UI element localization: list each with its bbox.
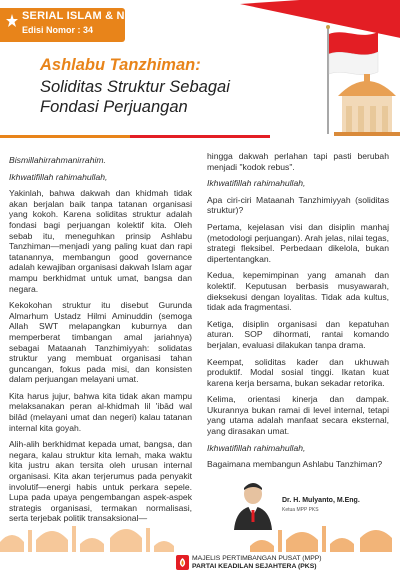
paragraph: Ikhwatifillah rahimahullah, xyxy=(207,442,306,453)
subtitle-line-1: Soliditas Struktur Sebagai xyxy=(40,78,230,96)
edition-label: Edisi Nomor : 34 xyxy=(22,25,94,35)
left-column xyxy=(9,155,192,530)
paragraph: Ikhwatifillah rahimahullah, xyxy=(9,171,108,182)
header-divider xyxy=(0,135,400,141)
paragraph: Ikhwatifillah rahimahullah, xyxy=(207,178,306,189)
author-avatar xyxy=(230,478,276,530)
star-crescent-icon xyxy=(5,12,19,34)
paragraph: Kedua, kepemimpinan yang amanah dan kolektif. Keputusan berbasis musyawarah, dieksekusi dengan loyalitas. Tidak ada kultus, tidak ada fragmentasi. xyxy=(207,270,389,313)
paragraph: Bagaimana membangun Ashlabu Tanzhiman? xyxy=(207,459,383,470)
footer-line-1: MAJELIS PERTIMBANGAN PUSAT (MPP) xyxy=(192,555,322,562)
series-label: SERIAL ISLAM & NKRI xyxy=(22,10,145,22)
header xyxy=(0,0,400,150)
footer-organization xyxy=(192,555,322,571)
footer xyxy=(0,520,400,574)
paragraph: Keempat, soliditas kader dan ukhuwah produktif. Modal sosial tinggi. Ikatan kuat karena kerja bersama, bukan sekadar retorika. xyxy=(207,356,389,388)
pks-logo-icon xyxy=(176,555,189,570)
right-column xyxy=(207,151,389,476)
author-name: Dr. H. Mulyanto, M.Eng. xyxy=(282,497,360,504)
paragraph: Kelima, orientasi kinerja dan dampak. Ukurannya bukan ramai di level internal, tetapi yang utama adalah manfaat secara eksternal, yang dirasakan umat. xyxy=(207,394,389,437)
author-role: Ketua MPP PKS xyxy=(282,507,319,513)
paragraph: Pertama, kejelasan visi dan disiplin manhaj (metodologi perjuangan). Arah jelas, nilai tegas, strategi fleksibel. Perbedaan dikelola, bukan dipertentangkan. xyxy=(207,221,389,264)
title-block xyxy=(40,56,330,117)
paragraph: Ketiga, disiplin organisasi dan kepatuhan aturan. SOP dihormati, rantai komando berjalan, evaluasi dilakukan tanpa drama. xyxy=(207,318,389,350)
paragraph: hingga dakwah perlahan tapi pasti berubah menjadi "kodok rebus". xyxy=(207,151,389,172)
footer-line-2: PARTAI KEADILAN SEJAHTERA (PKS) xyxy=(192,563,317,570)
page-title: Ashlabu Tanzhiman: xyxy=(40,56,201,74)
paragraph: Kekokohan struktur itu disebut Gurunda Almarhum Ustadz Hilmi Aminuddin (semoga Allah SWT melapangkan kuburnya dan memperberat timbangan amal jariahnya) sebagai Mataanah Tanzhimiyyah: solidatas struktur yang membuat organisasi tahan guncangan, fokus pada misi, dan konsisten dalam perjuangan melayani umat. xyxy=(9,300,192,385)
paragraph: Bismillahirrahmanirrahim. xyxy=(9,155,106,165)
subtitle-line-2: Fondasi Perjuangan xyxy=(40,98,188,116)
paragraph: Yakinlah, bahwa dakwah dan khidmah tidak akan berjalan baik tanpa tatanan organisasi yang kokoh. Karena soliditas struktur adalah fondasi bagi perjuangan kolektif kita. Oleh sebab itu, meneguhkan prinsip Ashlabu Tanzhiman—menjadi yang paling kuat dan rapi tatanannya, membangun good governance adalah kewajiban organisasi dakwah Islam agar mampu berkhidmat untuk umat, bangsa dan negara. xyxy=(9,188,192,294)
author-card xyxy=(230,483,390,528)
paragraph: Kita harus jujur, bahwa kita tidak akan mampu melaksanakan peran al-khidmah lil 'ibād wal bilād (melayani umat dan negeri) kalau tatanan internal kita goyah. xyxy=(9,390,192,433)
paragraph: Alih-alih berkhidmat kepada umat, bangsa, dan negara, kalau struktur kita lemah, maka waktu kita justru akan tersita oleh urusan internal organisasi. Kita akan terjerumus pada penyakit involutif—energi habis untuk perkara sepele. Lupa pada upaya pengembangan aspek-aspek strategis organisasi, termakan normalisasi, serta terjebak politik transaksional— xyxy=(9,439,192,524)
paragraph: Apa ciri-ciri Mataanah Tanzhimiyyah (soliditas struktur)? xyxy=(207,194,389,216)
